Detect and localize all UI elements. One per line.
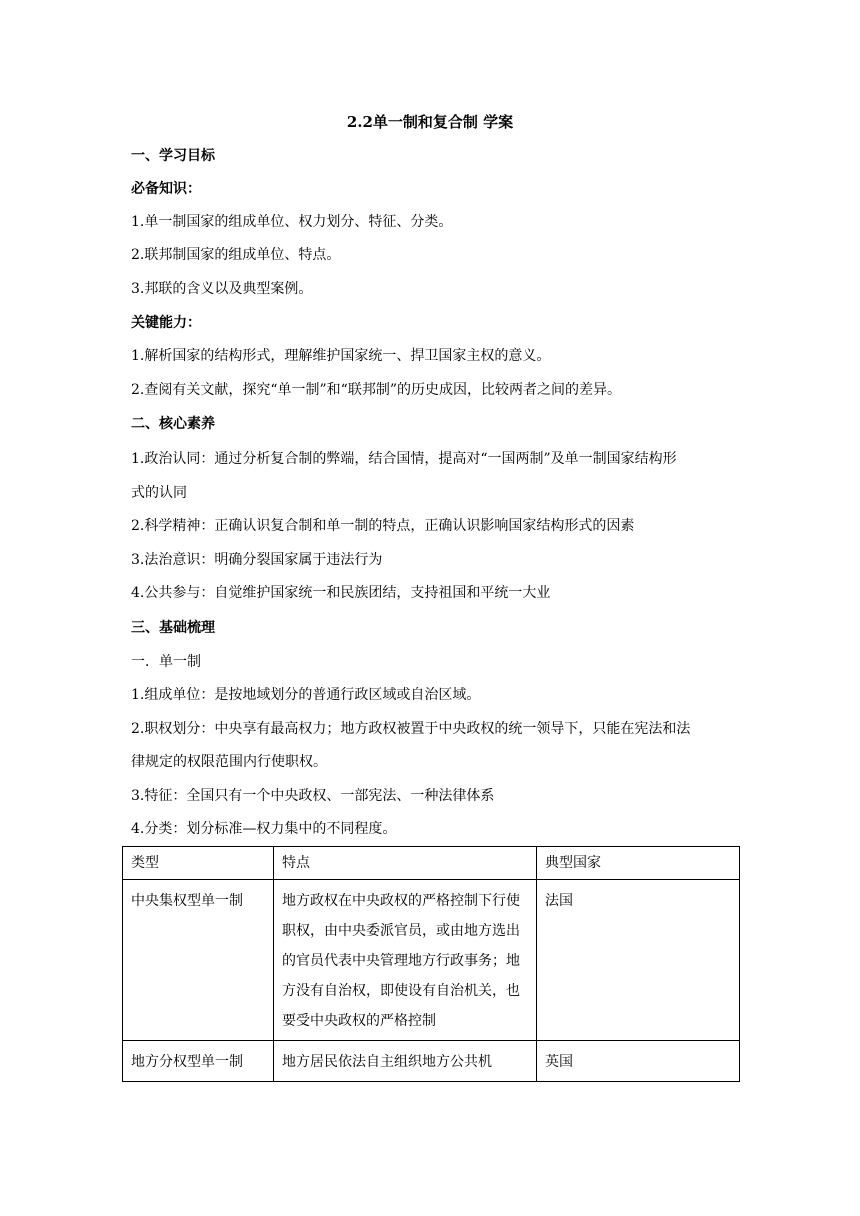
knowledge-heading: 必备知识： xyxy=(131,181,201,197)
table-cell-type: 地方分权型单一制 xyxy=(123,1041,274,1082)
page-title: 2.2单一制和复合制 学案 xyxy=(346,113,514,131)
table-cell-country: 法国 xyxy=(537,880,740,1041)
ability-heading: 关键能力： xyxy=(131,315,201,331)
table-cell-feature: 地方居民依法自主组织地方公共机 xyxy=(274,1041,537,1082)
basics-item: 2.职权划分：中央享有最高权力；地方政权被置于中央政权的统一领导下，只能在宪法和法 xyxy=(131,721,691,737)
section-heading-literacy: 二、核心素养 xyxy=(131,416,215,432)
table-cell-country: 英国 xyxy=(537,1041,740,1082)
table-row xyxy=(123,1041,740,1082)
knowledge-item: 1.单一制国家的组成单位、权力划分、特征、分类。 xyxy=(131,214,453,230)
table-row xyxy=(123,880,740,1041)
basics-item: 4.分类：划分标准—权力集中的不同程度。 xyxy=(131,821,397,837)
knowledge-item: 2.联邦制国家的组成单位、特点。 xyxy=(131,247,341,263)
unitary-types-table xyxy=(122,846,740,1082)
basics-item: 1.组成单位：是按地域划分的普通行政区域或自治区域。 xyxy=(131,687,481,703)
literacy-item: 4.公共参与：自觉维护国家统一和民族团结，支持祖国和平统一大业 xyxy=(131,585,551,601)
literacy-item: 2.科学精神：正确认识复合制和单一制的特点，正确认识影响国家结构形式的因素 xyxy=(131,518,635,534)
subsection-heading: 一．单一制 xyxy=(131,654,201,670)
ability-item: 1.解析国家的结构形式，理解维护国家统一、捍卫国家主权的意义。 xyxy=(131,348,551,364)
table-cell-type: 中央集权型单一制 xyxy=(123,880,274,1041)
ability-item: 2.查阅有关文献，探究“单一制”和“联邦制”的历史成因，比较两者之间的差异。 xyxy=(131,382,621,398)
table-header-cell: 典型国家 xyxy=(537,847,740,880)
section-heading-basics: 三、基础梳理 xyxy=(131,620,215,636)
table-cell-feature: 地方政权在中央政权的严格控制下行使职权，由中央委派官员，或由地方选出的官员代表中央管理地方行政事务；地方没有自治权，即使设有自治机关，也要受中央政权的严格控制 xyxy=(274,880,537,1041)
literacy-item: 3.法治意识：明确分裂国家属于违法行为 xyxy=(131,552,383,568)
basics-item: 3.特征：全国只有一个中央政权、一部宪法、一种法律体系 xyxy=(131,788,495,804)
knowledge-item: 3.邦联的含义以及典型案例。 xyxy=(131,281,313,297)
table-header-cell: 类型 xyxy=(123,847,274,880)
literacy-item: 1.政治认同：通过分析复合制的弊端，结合国情，提高对“一国两制”及单一制国家结构形 xyxy=(131,451,677,467)
table-header-cell: 特点 xyxy=(274,847,537,880)
basics-item: 律规定的权限范围内行使职权。 xyxy=(131,754,327,770)
literacy-item: 式的认同 xyxy=(131,485,187,501)
table-header-row xyxy=(123,847,740,880)
section-heading-objectives: 一、学习目标 xyxy=(131,148,215,164)
